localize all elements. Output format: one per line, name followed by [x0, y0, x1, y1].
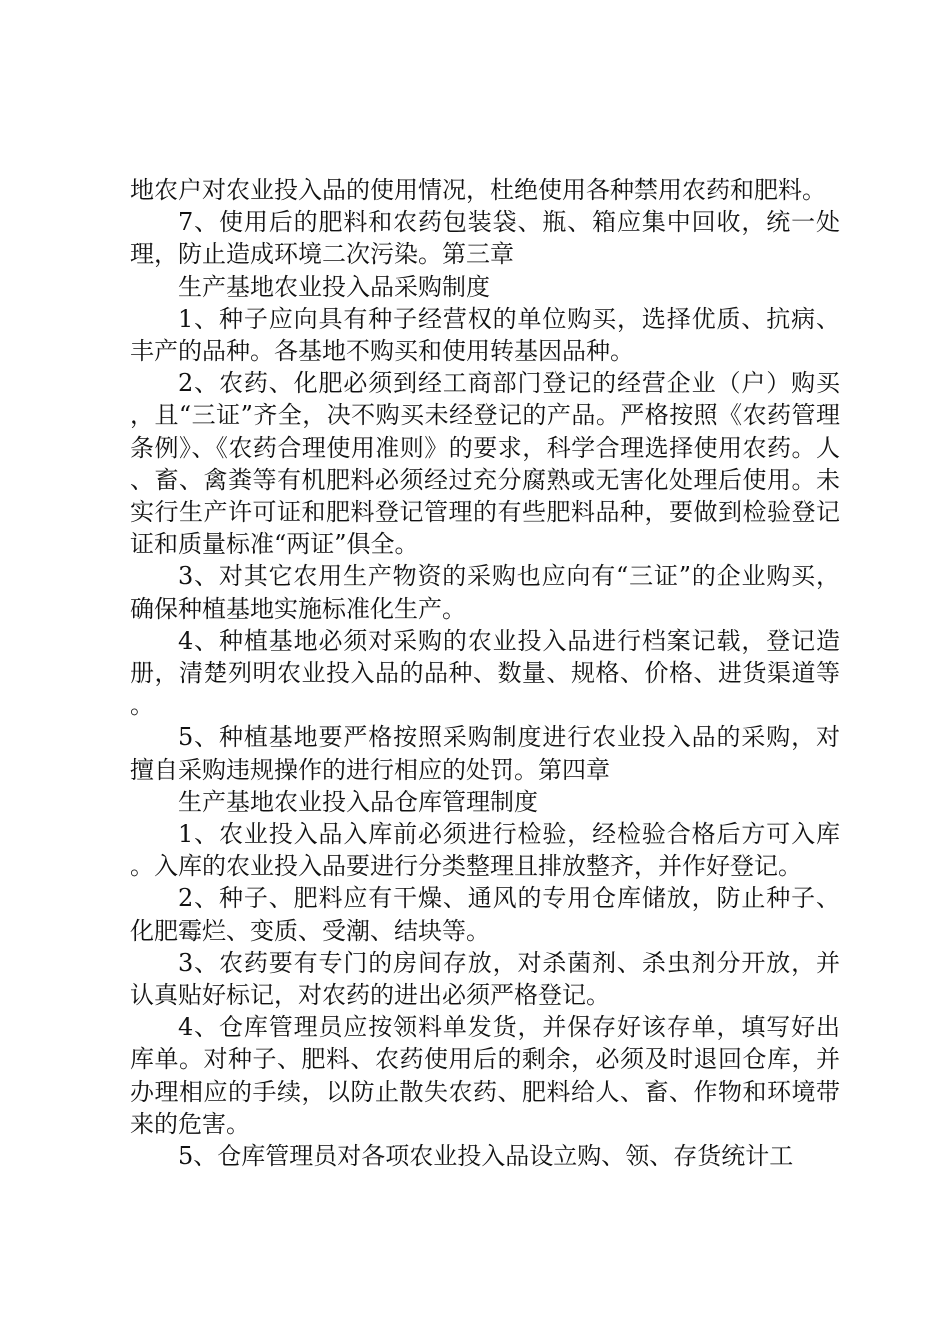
paragraph-warehouse-2: 2、种子、肥料应有干燥、通风的专用仓库储放，防止种子、化肥霉烂、变质、受潮、结块等。	[130, 884, 840, 945]
document-body	[130, 174, 840, 1172]
section-heading-warehouse: 生产基地农业投入品仓库管理制度	[178, 787, 538, 816]
paragraph-procurement-2: 2、农药、化肥必须到经工商部门登记的经营企业（户）购买，且“三证”齐全，决不购买未经登记的产品。严格按照《农药管理条例》、《农药合理使用准则》的要求，科学合理选择使用农药。人、畜、禽粪等有机肥料必须经过充分腐熟或无害化处理后使用。未实行生产许可证和肥料登记管理的有些肥料品种，要做到检验登记证和质量标准“两证”俱全。	[130, 369, 840, 559]
paragraph-procurement-4: 4、种植基地必须对采购的农业投入品进行档案记载，登记造册，清楚列明农业投入品的品种、数量、规格、价格、进货渠道等。	[130, 626, 840, 720]
paragraph-warehouse-1: 1、农业投入品入库前必须进行检验，经检验合格后方可入库。入库的农业投入品要进行分类整理且排放整齐，并作好登记。	[130, 820, 840, 881]
paragraph-procurement-3: 3、对其它农用生产物资的采购也应向有“三证”的企业购买，确保种植基地实施标准化生产。	[130, 562, 840, 623]
section-heading-procurement: 生产基地农业投入品采购制度	[178, 272, 490, 301]
paragraph-procurement-5: 5、种植基地要严格按照采购制度进行农业投入品的采购，对擅自采购违规操作的进行相应的处罚。第四章	[130, 723, 840, 784]
paragraph-procurement-1: 1、种子应向具有种子经营权的单位购买，选择优质、抗病、丰产的品种。各基地不购买和使用转基因品种。	[130, 304, 840, 366]
paragraph-warehouse-3: 3、农药要有专门的房间存放，对杀菌剂、杀虫剂分开放，并认真贴好标记，对农药的进出必须严格登记。	[130, 948, 840, 1010]
paragraph-warehouse-4: 4、仓库管理员应按领料单发货，并保存好该存单，填写好出库单。对种子、肥料、农药使用后的剩余，必须及时退回仓库，并办理相应的手续，以防止散失农药、肥料给人、畜、作物和环境带来的危害。	[130, 1013, 840, 1138]
paragraph-warehouse-5: 5、仓库管理员对各项农业投入品设立购、领、存货统计工	[178, 1142, 794, 1171]
paragraph-item-7: 7、使用后的肥料和农药包装袋、瓶、箱应集中回收，统一处理，防止造成环境二次污染。第三章	[130, 208, 840, 269]
paragraph-continued-text: 地农户对农业投入品的使用情况，杜绝使用各种禁用农药和肥料。	[130, 176, 826, 204]
